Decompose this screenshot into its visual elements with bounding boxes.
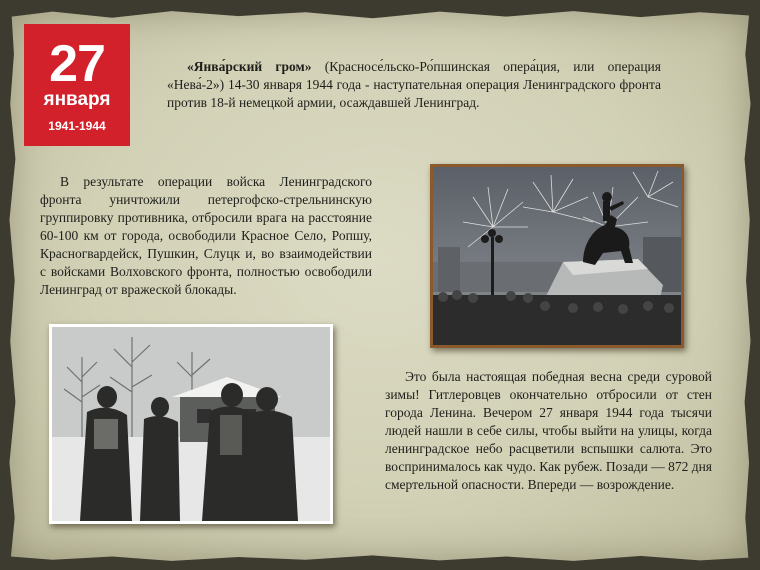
result-paragraph: В результате операции войска Ленинградского фронта уничтожили петергофско-стрельнинскую группировку противника, отбросили врага на расстояние 60-100 км от города, освободили Красное Село, Ропшу, Красногвардейск, Пушкин, Слуцк и, во взаимодействии с войсками Волховского фронта, полностью освободили Ленинград от вражеской блокады. <box>40 174 372 297</box>
soldiers-embrace-image <box>52 327 330 521</box>
soldiers-embrace-photo <box>49 324 333 524</box>
badge-month: января <box>43 89 111 110</box>
intro-paragraph <box>167 58 661 112</box>
salute-monument-image <box>433 167 681 345</box>
date-badge <box>24 24 130 146</box>
salute-monument-photo <box>430 164 684 348</box>
spring-paragraph: Это была настоящая победная весна среди суровой зимы! Гитлеровцев окончательно отбросили от стен города Ленина. Вечером 27 января 1944 года тысячи людей нашли в себе силы, чтобы выйти на улицы, когда ленинградское небо расцветили вспышки салюта. Это воспринималось как чудо. Как рубеж. Позади — 872 дня смертельной опасности. Впереди — возрождение. <box>385 369 713 492</box>
intro-text: (Красносе́льско-Ро́пшинская опера́ция, или операция «Нева́-2») 14-30 января 1944 года - наступательная операция Ленинградского фронта против 18-й немецкой армии, осаждавшей Ленинград. <box>167 59 661 110</box>
badge-years: 1941-1944 <box>48 119 106 133</box>
intro-title: «Янва́рский гром» <box>187 59 312 74</box>
badge-day: 27 <box>49 35 105 93</box>
